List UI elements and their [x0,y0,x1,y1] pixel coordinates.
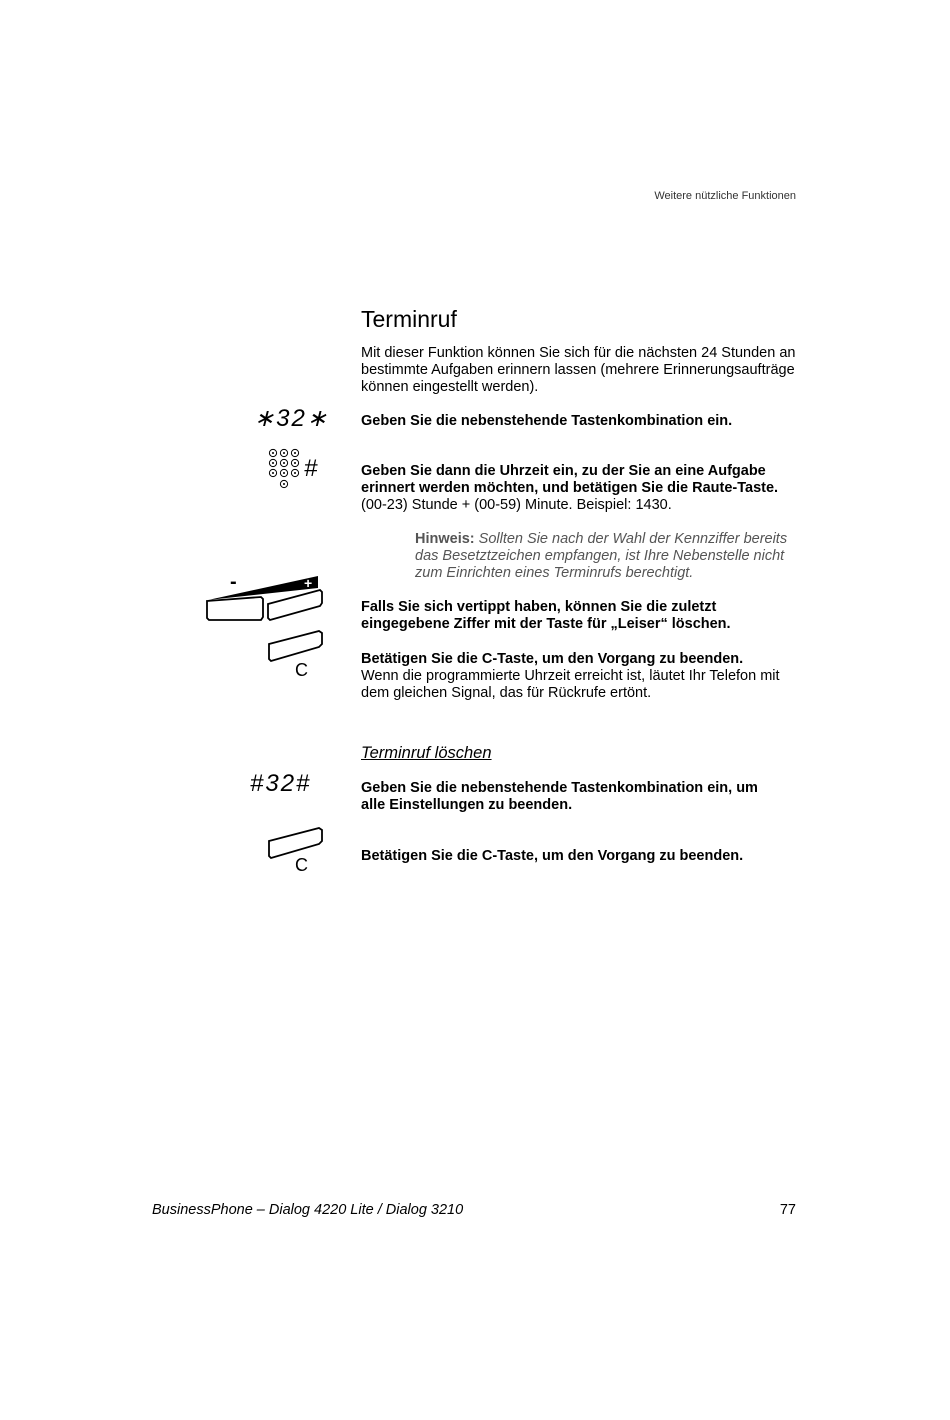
page-title: Terminruf [361,306,457,332]
volume-down-key [207,597,263,620]
page-number: 77 [779,1202,796,1218]
hash-key-symbol: # [304,455,320,482]
c-key-icon [266,825,328,877]
star-32-star-code: ∗32∗ [254,405,329,432]
step-2-instruction: Geben Sie dann die Uhrzeit ein, zu der Sie an eine Aufgabe erinnert werden möchten, und betätigen Sie die Raute-Taste. [361,463,779,496]
hash-32-hash-code: #32# [250,770,312,797]
step-2-block [361,463,806,514]
c-key-icon [266,628,328,680]
c-key-label: C [295,855,308,875]
footer-title: BusinessPhone – Dialog 4220 Lite / Dialog 3210 [152,1202,464,1218]
minus-label: - [230,571,237,593]
c-key-label: C [295,660,308,680]
volume-up-key [268,590,322,620]
step-1-instruction: Geben Sie die nebenstehende Tastenkombination ein. [361,413,733,429]
keypad-icon [268,448,302,492]
step-2-detail: (00-23) Stunde + (00-59) Minute. Beispiel: 1430. [361,497,672,513]
sub-step-2-instruction: Betätigen Sie die C-Taste, um den Vorgang zu beenden. [361,848,744,864]
sub-step-1-instruction: Geben Sie die nebenstehende Tastenkombination ein, um alle Einstellungen zu beenden. [361,780,758,813]
note-label: Hinweis: [415,531,475,547]
note-text: Sollten Sie nach der Wahl der Kennziffer bereits das Besetztzeichen empfangen, ist Ihre Nebenstelle nicht zum Einrichten eines Terminrufs berechtigt. [415,531,788,581]
intro-paragraph: Mit dieser Funktion können Sie sich für die nächsten 24 Stunden an bestimmte Aufgaben erinnern lassen (mehrere Erinnerungsaufträge können eingestellt werden). [361,345,796,395]
step-4-block [361,651,801,702]
step-4-instruction: Betätigen Sie die C-Taste, um den Vorgang zu beenden. [361,651,744,667]
plus-label: + [304,575,313,591]
running-header: Weitere nützliche Funktionen [654,190,796,202]
volume-keys-icon [204,570,326,624]
step-4-detail: Wenn die programmierte Uhrzeit erreicht ist, läutet Ihr Telefon mit dem gleichen Signal, das für Rückrufe ertönt. [361,668,780,701]
subsection-title: Terminruf löschen [361,744,492,762]
step-3-instruction: Falls Sie sich vertippt haben, können Sie die zuletzt eingegebene Ziffer mit der Taste für „Leiser“ löschen. [361,599,731,632]
note-box [415,531,805,582]
